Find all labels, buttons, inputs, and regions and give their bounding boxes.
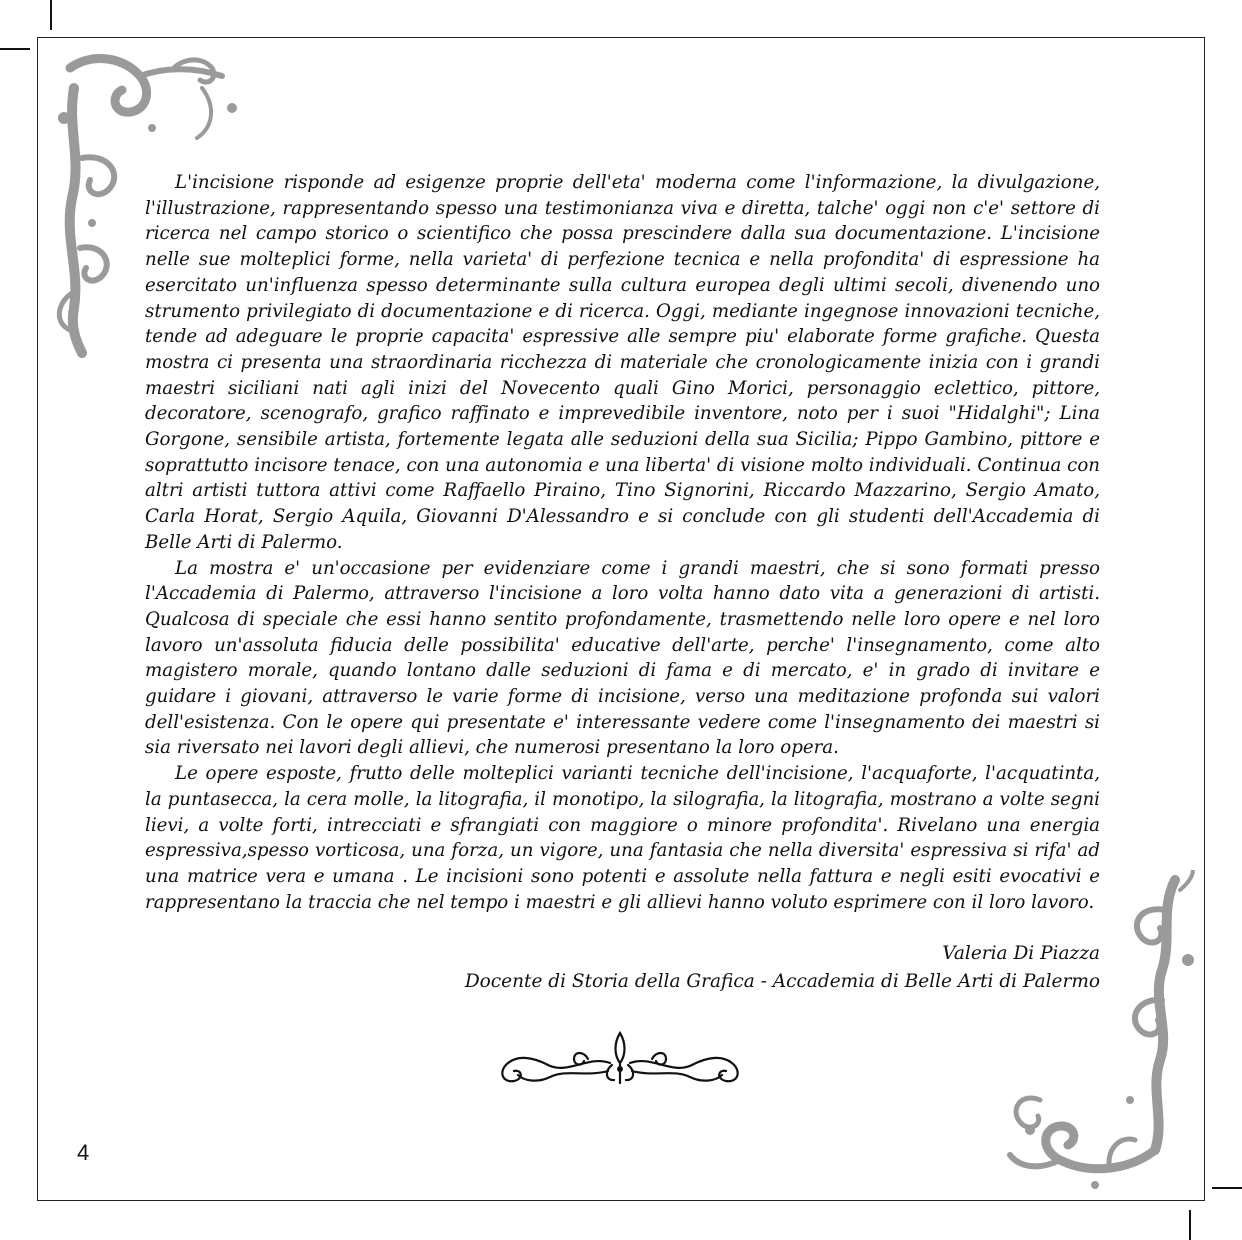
crop-mark-bottom-right-horizontal <box>1212 1187 1242 1189</box>
author-role: Docente di Storia della Grafica - Accademia di Belle Arti di Palermo <box>464 971 1100 992</box>
author-name: Valeria Di Piazza <box>942 943 1100 964</box>
crop-mark-bottom-right-vertical <box>1189 1210 1191 1240</box>
corner-flourish-icon <box>1000 870 1200 1190</box>
paragraph: Le opere esposte, frutto delle molteplici varianti tecniche dell'incisione, l'acquaforte, l'acquatinta, la puntasecca, la cera molle, la litografia, il monotipo, la silografia, la litografia, mostrano a volte segni lievi, a volte forti, intrecciati e sfrangiati con maggiore o minore profondita'. Rivelano una energia espressiva,spesso vorticosa, una forza, un vigore, una fantasia che nella diversita' espressiva si rifa' ad una matrice vera e umana . Le incisioni sono potenti e assolute nella fattura e negli esiti evocativi e rappresentano la traccia che nel tempo i maestri e gli allievi hanno voluto esprimere con il loro lavoro. <box>145 763 1100 913</box>
paragraph: La mostra e' un'occasione per evidenziare come i grandi maestri, che si sono formati presso l'Accademia di Palermo, attraverso l'incisione a loro volta hanno dato vita a generazioni di artisti. Qualcosa di speciale che essi hanno sentito profondamente, trasmettendo nelle loro opere e nel loro lavoro un'assoluta fiducia delle possibilita' educative dell'arte, perche' l'insegnamento, come alto magistero morale, quando lontano dalle seduzioni di fama e di mercato, e' in grado di invitare e guidare i giovani, attraverso le varie forme di incisione, verso una meditazione profonda sui valori dell'esistenza. Con le opere qui presentate e' interessante vedere come l'insegnamento dei maestri si sia riversato nei lavori degli allievi, che numerosi presentano la loro opera. <box>145 557 1100 759</box>
body-text <box>145 170 1100 915</box>
crop-mark-top-left-vertical <box>50 0 52 30</box>
signature <box>465 940 1100 996</box>
scroll-divider-icon <box>488 1025 753 1095</box>
page-number: 4 <box>77 1140 90 1165</box>
crop-mark-top-left-horizontal <box>0 48 30 50</box>
paragraph: L'incisione risponde ad esigenze proprie dell'eta' moderna come l'informazione, la divulgazione, l'illustrazione, rappresentando spesso una testimonianza viva e diretta, talche' oggi non c'e' settore di ricerca nel campo storico o scientifico che possa prescindere dalla sua documentazione. L'incisione nelle sue molteplici forme, nella varieta' di perfezione tecnica e nella profondita' di espressione ha esercitato un'influenza spesso determinante sulla cultura europea degli ultimi secoli, divenendo uno strumento privilegiato di documentazione e di ricerca. Oggi, mediante ingegnose innovazioni tecniche, tende ad adeguare le proprie capacita' espressive alle sempre piu' elaborate forme grafiche. Questa mostra ci presenta una straordinaria ricchezza di materiale che cronologicamente inizia con i grandi maestri siciliani nati agli inizi del Novecento quali Gino Morici, personaggio eclettico, pittore, decoratore, scenografo, grafico raffinato e imprevedibile inventore, noto per i suoi "Hidalghi"; Lina Gorgone, sensibile artista, fortemente legata alle seduzioni della sua Sicilia; Pippo Gambino, pittore e soprattutto incisore tenace, con una autonomia e una liberta' di visione molto individuali. Continua con altri artisti tuttora attivi come Raffaello Piraino, Tino Signorini, Riccardo Mazzarino, Sergio Amato, Carla Horat, Sergio Aquila, Giovanni D'Alessandro e si conclude con gli studenti dell'Accademia di Belle Arti di Palermo. <box>145 172 1100 553</box>
